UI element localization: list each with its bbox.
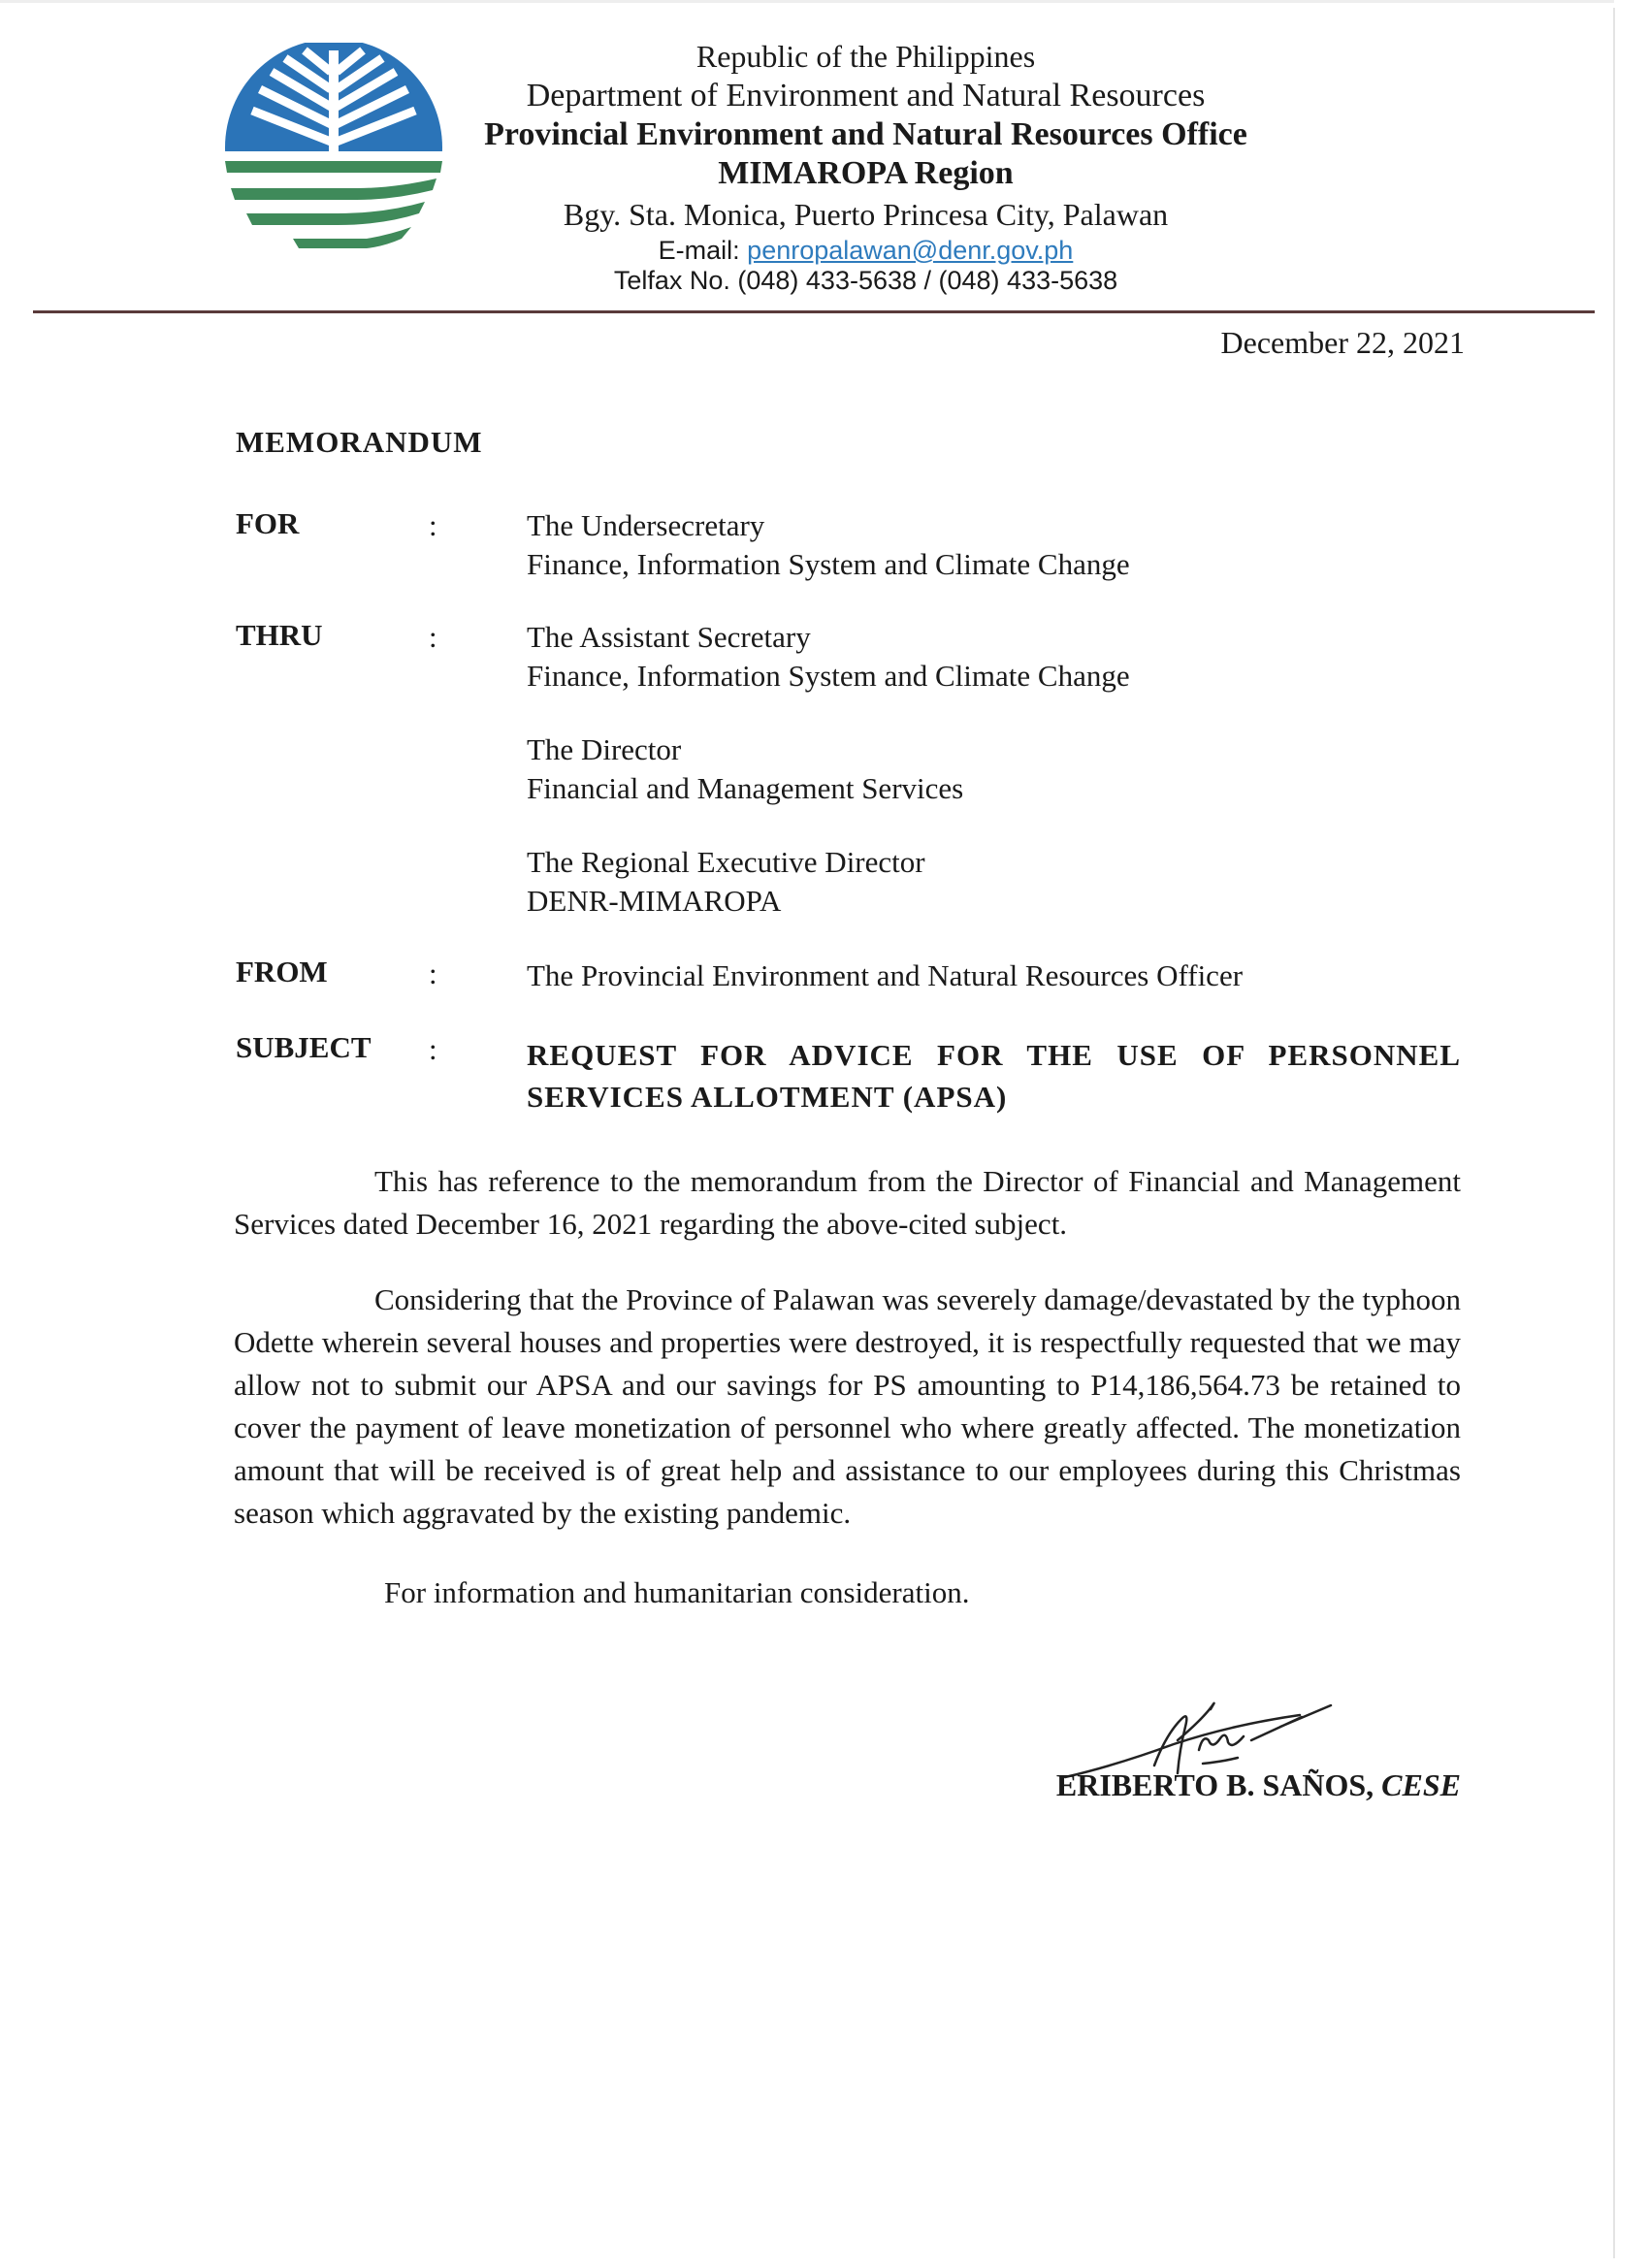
subject-value: REQUEST FOR ADVICE FOR THE USE OF PERSONNEL SERVICES ALLOTMENT (APSA) xyxy=(527,1038,1461,1114)
for-label: FOR xyxy=(236,506,300,540)
thru-label: THRU xyxy=(236,618,323,652)
thru-recipient-line2: DENR-MIMAROPA xyxy=(527,884,782,918)
subject-colon: : xyxy=(429,1032,437,1066)
thru-recipient-1 xyxy=(527,618,1130,696)
scan-edge-top xyxy=(0,0,1614,3)
for-colon: : xyxy=(429,508,437,542)
letterhead-divider xyxy=(33,310,1595,313)
from-value: The Provincial Environment and Natural Resources Officer xyxy=(527,958,1244,992)
body-paragraph-3 xyxy=(242,1571,1470,1614)
thru-recipient-line2: Finance, Information System and Climate Change xyxy=(527,659,1130,693)
email-label: E-mail: xyxy=(658,236,748,265)
signatory-name-text: ERIBERTO B. SAÑOS, xyxy=(1055,1767,1382,1802)
paragraph-1-text: This has reference to the memorandum from the Director of Financial and Management Services dated December 16, 2021 regarding the above-cited subject. xyxy=(234,1164,1461,1241)
body-paragraph-2 xyxy=(234,1279,1461,1535)
thru-colon: : xyxy=(429,620,437,654)
from-label: FROM xyxy=(236,955,328,988)
paragraph-3-text: For information and humanitarian consideration. xyxy=(384,1575,970,1609)
signatory-name xyxy=(1028,1767,1461,1803)
thru-recipient-line1: The Director xyxy=(527,732,682,766)
signatory-credential: CESE xyxy=(1381,1767,1461,1802)
letterhead-office: Provincial Environment and Natural Resources Office xyxy=(484,116,1247,152)
subject-label: SUBJECT xyxy=(236,1030,372,1064)
memo-date: December 22, 2021 xyxy=(1220,325,1465,360)
letterhead-department: Department of Environment and Natural Resources xyxy=(526,78,1206,113)
letterhead-region: MIMAROPA Region xyxy=(718,155,1014,191)
thru-recipient-2 xyxy=(527,730,963,808)
email-link[interactable]: penropalawan@denr.gov.ph xyxy=(747,236,1074,265)
for-recipient xyxy=(527,506,1130,584)
for-line1: The Undersecretary xyxy=(527,508,765,542)
thru-recipient-line1: The Regional Executive Director xyxy=(527,845,925,879)
thru-recipient-3 xyxy=(527,843,925,921)
body-paragraph-1 xyxy=(234,1160,1461,1246)
scan-edge-right xyxy=(1613,8,1615,2258)
paragraph-2-text: Considering that the Province of Palawan was severely damage/devastated by the typhoon Odette wherein several houses and properties were destroyed, it is respectfully requested that we may allow not to submit our APSA and our savings for PS amounting to P14,186,564.73 be retained to cover the payment of leave monetization of personnel who where greatly affected. The monetization amount that will be received is of great help and assistance to our employees during this Christmas season which aggravated by the existing pandemic. xyxy=(234,1282,1461,1530)
letterhead-address: Bgy. Sta. Monica, Puerto Princesa City, Palawan xyxy=(563,197,1169,232)
letterhead-email-line xyxy=(388,236,1343,266)
letterhead-republic: Republic of the Philippines xyxy=(695,39,1036,74)
thru-recipient-line2: Financial and Management Services xyxy=(527,771,964,805)
thru-recipient-line1: The Assistant Secretary xyxy=(527,620,811,654)
memo-title: MEMORANDUM xyxy=(236,425,483,459)
for-line2: Finance, Information System and Climate Change xyxy=(527,547,1130,581)
letterhead-telfax: Telfax No. (048) 433-5638 / (048) 433-5638 xyxy=(613,266,1118,295)
from-colon: : xyxy=(429,956,437,990)
